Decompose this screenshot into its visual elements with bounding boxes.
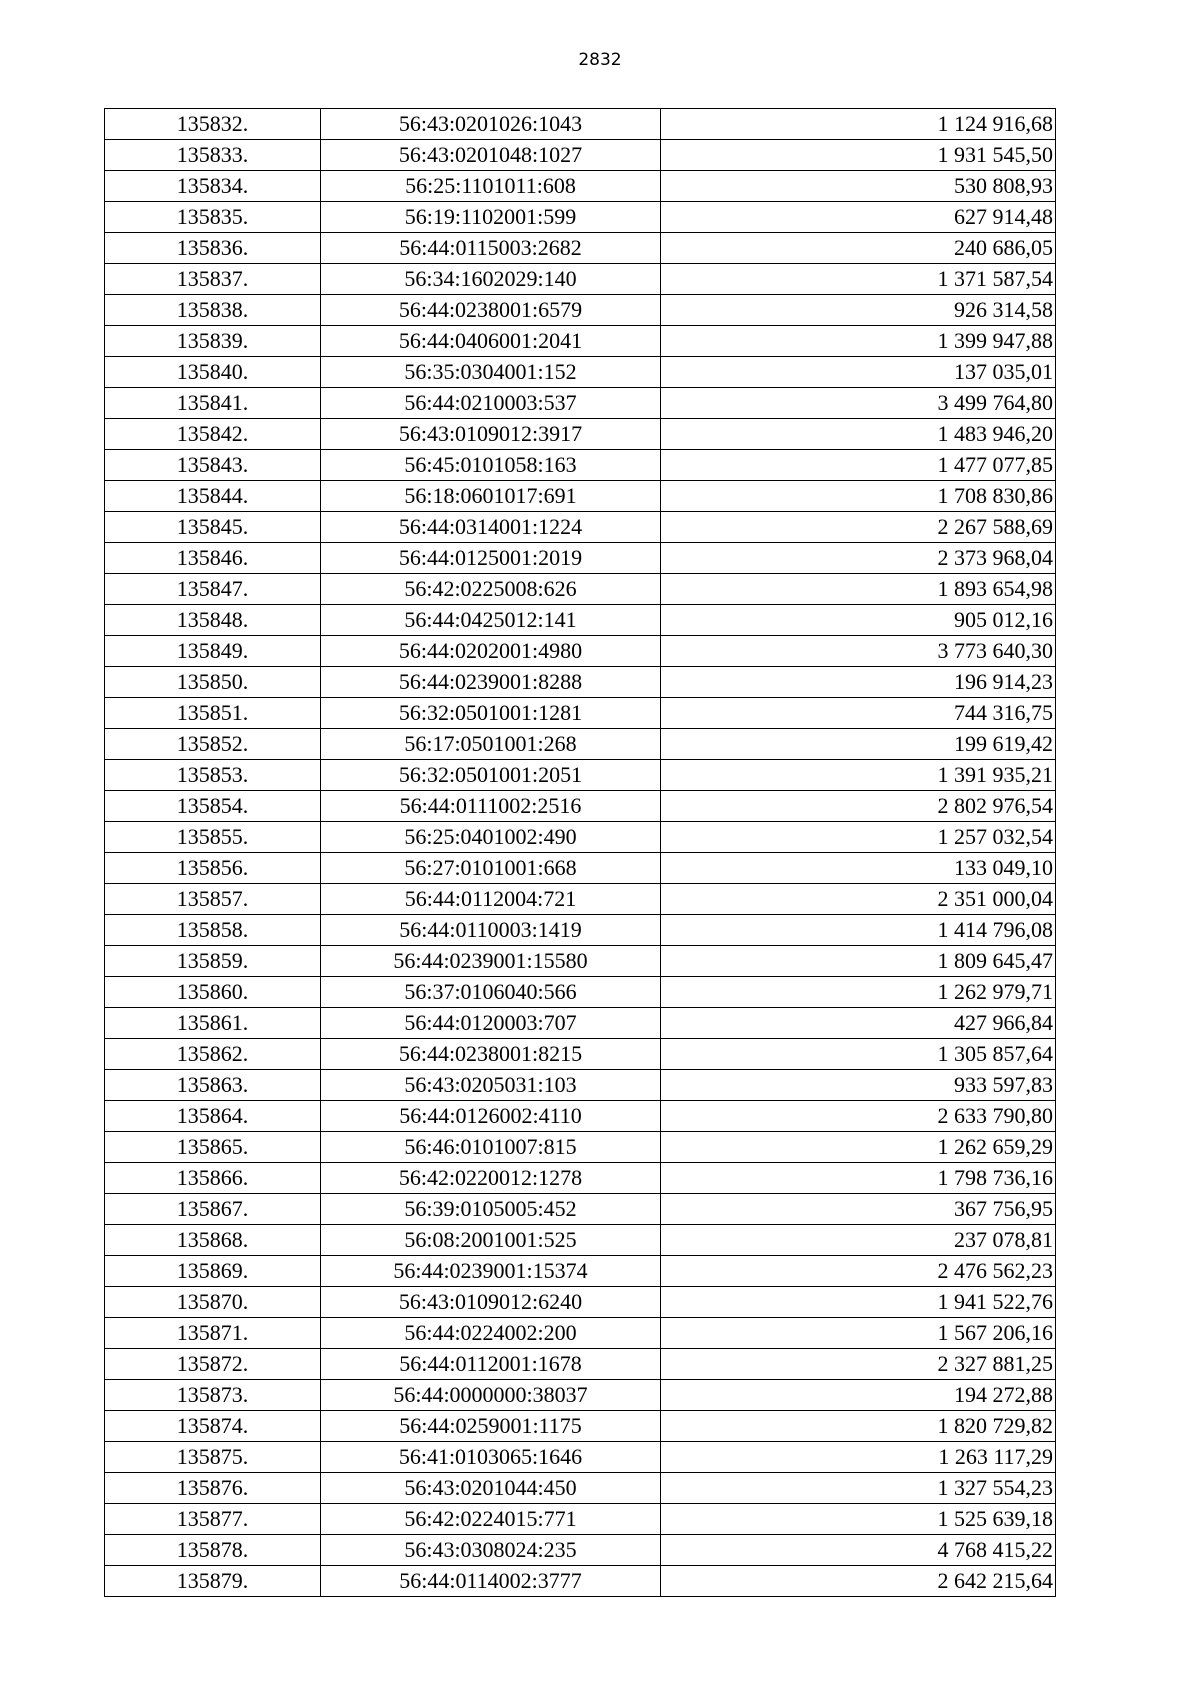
cadastral-number-cell: 56:34:1602029:140 (321, 264, 661, 295)
cadastral-value-cell: 1 414 796,08 (661, 915, 1056, 946)
cadastral-number-cell: 56:44:0425012:141 (321, 605, 661, 636)
row-number-cell: 135868. (105, 1225, 321, 1256)
cadastral-value-cell: 1 477 077,85 (661, 450, 1056, 481)
row-number-cell: 135855. (105, 822, 321, 853)
cadastral-number-cell: 56:44:0239001:15374 (321, 1256, 661, 1287)
cadastral-value-cell: 1 708 830,86 (661, 481, 1056, 512)
cadastral-value-cell: 1 391 935,21 (661, 760, 1056, 791)
cadastral-number-cell: 56:39:0105005:452 (321, 1194, 661, 1225)
cadastral-value-cell: 1 525 639,18 (661, 1504, 1056, 1535)
cadastral-value-cell: 2 476 562,23 (661, 1256, 1056, 1287)
row-number-cell: 135865. (105, 1132, 321, 1163)
cadastral-value-cell: 240 686,05 (661, 233, 1056, 264)
cadastral-number-cell: 56:43:0109012:3917 (321, 419, 661, 450)
table-row (105, 1318, 1056, 1349)
table-row (105, 1070, 1056, 1101)
table-row (105, 450, 1056, 481)
cadastral-number-cell: 56:18:0601017:691 (321, 481, 661, 512)
cadastral-number-cell: 56:44:0115003:2682 (321, 233, 661, 264)
table-row (105, 760, 1056, 791)
table-row (105, 1256, 1056, 1287)
table-row (105, 1163, 1056, 1194)
cadastral-number-cell: 56:44:0406001:2041 (321, 326, 661, 357)
cadastral-number-cell: 56:44:0239001:15580 (321, 946, 661, 977)
cadastral-value-cell: 1 798 736,16 (661, 1163, 1056, 1194)
table-row (105, 481, 1056, 512)
row-number-cell: 135863. (105, 1070, 321, 1101)
table-row (105, 109, 1056, 140)
cadastral-value-cell: 2 327 881,25 (661, 1349, 1056, 1380)
cadastral-number-cell: 56:44:0000000:38037 (321, 1380, 661, 1411)
row-number-cell: 135836. (105, 233, 321, 264)
table-row (105, 1132, 1056, 1163)
cadastral-value-cell: 133 049,10 (661, 853, 1056, 884)
row-number-cell: 135833. (105, 140, 321, 171)
table-row (105, 946, 1056, 977)
cadastral-number-cell: 56:46:0101007:815 (321, 1132, 661, 1163)
row-number-cell: 135847. (105, 574, 321, 605)
table-row (105, 822, 1056, 853)
row-number-cell: 135844. (105, 481, 321, 512)
table-row (105, 729, 1056, 760)
cadastral-number-cell: 56:44:0238001:8215 (321, 1039, 661, 1070)
row-number-cell: 135874. (105, 1411, 321, 1442)
table-row (105, 667, 1056, 698)
cadastral-number-cell: 56:19:1102001:599 (321, 202, 661, 233)
table-row (105, 977, 1056, 1008)
table-row (105, 512, 1056, 543)
row-number-cell: 135879. (105, 1566, 321, 1597)
cadastral-number-cell: 56:43:0201048:1027 (321, 140, 661, 171)
cadastral-number-cell: 56:44:0238001:6579 (321, 295, 661, 326)
table-row (105, 1039, 1056, 1070)
cadastral-value-cell: 1 262 659,29 (661, 1132, 1056, 1163)
table-row (105, 698, 1056, 729)
row-number-cell: 135846. (105, 543, 321, 574)
row-number-cell: 135878. (105, 1535, 321, 1566)
row-number-cell: 135841. (105, 388, 321, 419)
table-row (105, 543, 1056, 574)
cadastral-number-cell: 56:42:0224015:771 (321, 1504, 661, 1535)
cadastral-value-cell: 2 802 976,54 (661, 791, 1056, 822)
table-row (105, 202, 1056, 233)
cadastral-value-cell: 627 914,48 (661, 202, 1056, 233)
cadastral-number-cell: 56:35:0304001:152 (321, 357, 661, 388)
cadastral-value-cell: 199 619,42 (661, 729, 1056, 760)
row-number-cell: 135870. (105, 1287, 321, 1318)
row-number-cell: 135876. (105, 1473, 321, 1504)
cadastral-number-cell: 56:44:0239001:8288 (321, 667, 661, 698)
row-number-cell: 135850. (105, 667, 321, 698)
table-row (105, 264, 1056, 295)
table-row (105, 1349, 1056, 1380)
cadastral-number-cell: 56:44:0210003:537 (321, 388, 661, 419)
row-number-cell: 135861. (105, 1008, 321, 1039)
cadastral-value-cell: 1 262 979,71 (661, 977, 1056, 1008)
cadastral-number-cell: 56:27:0101001:668 (321, 853, 661, 884)
cadastral-number-cell: 56:43:0109012:6240 (321, 1287, 661, 1318)
row-number-cell: 135869. (105, 1256, 321, 1287)
cadastral-number-cell: 56:17:0501001:268 (321, 729, 661, 760)
cadastral-value-cell: 1 263 117,29 (661, 1442, 1056, 1473)
row-number-cell: 135866. (105, 1163, 321, 1194)
row-number-cell: 135853. (105, 760, 321, 791)
row-number-cell: 135843. (105, 450, 321, 481)
cadastral-number-cell: 56:25:0401002:490 (321, 822, 661, 853)
cadastral-number-cell: 56:44:0224002:200 (321, 1318, 661, 1349)
row-number-cell: 135845. (105, 512, 321, 543)
cadastral-value-cell: 530 808,93 (661, 171, 1056, 202)
cadastral-value-cell: 137 035,01 (661, 357, 1056, 388)
row-number-cell: 135842. (105, 419, 321, 450)
cadastral-number-cell: 56:44:0120003:707 (321, 1008, 661, 1039)
table-row (105, 1566, 1056, 1597)
table-row (105, 636, 1056, 667)
table-row (105, 1473, 1056, 1504)
row-number-cell: 135860. (105, 977, 321, 1008)
row-number-cell: 135838. (105, 295, 321, 326)
cadastral-value-cell: 905 012,16 (661, 605, 1056, 636)
cadastral-value-table (104, 108, 1056, 1597)
cadastral-value-cell: 1 809 645,47 (661, 946, 1056, 977)
table-row (105, 1535, 1056, 1566)
cadastral-value-cell: 427 966,84 (661, 1008, 1056, 1039)
cadastral-value-cell: 3 499 764,80 (661, 388, 1056, 419)
row-number-cell: 135854. (105, 791, 321, 822)
cadastral-value-cell: 1 371 587,54 (661, 264, 1056, 295)
cadastral-number-cell: 56:32:0501001:1281 (321, 698, 661, 729)
row-number-cell: 135862. (105, 1039, 321, 1070)
row-number-cell: 135871. (105, 1318, 321, 1349)
cadastral-number-cell: 56:44:0125001:2019 (321, 543, 661, 574)
row-number-cell: 135837. (105, 264, 321, 295)
cadastral-number-cell: 56:37:0106040:566 (321, 977, 661, 1008)
table-row (105, 233, 1056, 264)
cadastral-value-cell: 194 272,88 (661, 1380, 1056, 1411)
table-row (105, 140, 1056, 171)
cadastral-value-cell: 237 078,81 (661, 1225, 1056, 1256)
cadastral-value-cell: 1 257 032,54 (661, 822, 1056, 853)
cadastral-value-cell: 2 633 790,80 (661, 1101, 1056, 1132)
cadastral-value-cell: 926 314,58 (661, 295, 1056, 326)
cadastral-number-cell: 56:44:0112004:721 (321, 884, 661, 915)
cadastral-number-cell: 56:43:0201026:1043 (321, 109, 661, 140)
cadastral-value-cell: 2 373 968,04 (661, 543, 1056, 574)
cadastral-value-cell: 1 941 522,76 (661, 1287, 1056, 1318)
table-row (105, 1008, 1056, 1039)
cadastral-value-cell: 933 597,83 (661, 1070, 1056, 1101)
cadastral-value-cell: 2 267 588,69 (661, 512, 1056, 543)
cadastral-value-cell: 744 316,75 (661, 698, 1056, 729)
cadastral-number-cell: 56:43:0308024:235 (321, 1535, 661, 1566)
row-number-cell: 135848. (105, 605, 321, 636)
row-number-cell: 135852. (105, 729, 321, 760)
cadastral-value-cell: 196 914,23 (661, 667, 1056, 698)
page-number: 2832 (578, 50, 622, 70)
row-number-cell: 135873. (105, 1380, 321, 1411)
cadastral-number-cell: 56:44:0314001:1224 (321, 512, 661, 543)
cadastral-number-cell: 56:43:0205031:103 (321, 1070, 661, 1101)
cadastral-value-cell: 1 124 916,68 (661, 109, 1056, 140)
row-number-cell: 135859. (105, 946, 321, 977)
table-row (105, 388, 1056, 419)
table-row (105, 791, 1056, 822)
table-row (105, 884, 1056, 915)
table-row (105, 419, 1056, 450)
cadastral-number-cell: 56:25:1101011:608 (321, 171, 661, 202)
row-number-cell: 135875. (105, 1442, 321, 1473)
cadastral-value-cell: 1 567 206,16 (661, 1318, 1056, 1349)
row-number-cell: 135840. (105, 357, 321, 388)
cadastral-value-cell: 1 327 554,23 (661, 1473, 1056, 1504)
table-row (105, 1411, 1056, 1442)
table-row (105, 1194, 1056, 1225)
row-number-cell: 135849. (105, 636, 321, 667)
table-row (105, 574, 1056, 605)
cadastral-value-cell: 2 642 215,64 (661, 1566, 1056, 1597)
table-row (105, 1287, 1056, 1318)
cadastral-value-cell: 1 893 654,98 (661, 574, 1056, 605)
table-row (105, 1380, 1056, 1411)
cadastral-number-cell: 56:43:0201044:450 (321, 1473, 661, 1504)
row-number-cell: 135835. (105, 202, 321, 233)
cadastral-value-cell: 367 756,95 (661, 1194, 1056, 1225)
cadastral-value-cell: 1 820 729,82 (661, 1411, 1056, 1442)
table-row (105, 171, 1056, 202)
row-number-cell: 135851. (105, 698, 321, 729)
cadastral-value-cell: 1 399 947,88 (661, 326, 1056, 357)
cadastral-number-cell: 56:44:0202001:4980 (321, 636, 661, 667)
table-row (105, 1101, 1056, 1132)
row-number-cell: 135872. (105, 1349, 321, 1380)
row-number-cell: 135864. (105, 1101, 321, 1132)
row-number-cell: 135834. (105, 171, 321, 202)
cadastral-number-cell: 56:08:2001001:525 (321, 1225, 661, 1256)
row-number-cell: 135832. (105, 109, 321, 140)
row-number-cell: 135857. (105, 884, 321, 915)
cadastral-number-cell: 56:32:0501001:2051 (321, 760, 661, 791)
table-row (105, 1442, 1056, 1473)
cadastral-value-cell: 3 773 640,30 (661, 636, 1056, 667)
cadastral-value-cell: 2 351 000,04 (661, 884, 1056, 915)
cadastral-value-cell: 1 483 946,20 (661, 419, 1056, 450)
cadastral-value-cell: 1 305 857,64 (661, 1039, 1056, 1070)
table-row (105, 853, 1056, 884)
cadastral-number-cell: 56:44:0112001:1678 (321, 1349, 661, 1380)
cadastral-number-cell: 56:42:0220012:1278 (321, 1163, 661, 1194)
row-number-cell: 135856. (105, 853, 321, 884)
row-number-cell: 135839. (105, 326, 321, 357)
cadastral-number-cell: 56:44:0114002:3777 (321, 1566, 661, 1597)
table-row (105, 326, 1056, 357)
cadastral-number-cell: 56:44:0126002:4110 (321, 1101, 661, 1132)
table-row (105, 915, 1056, 946)
cadastral-number-cell: 56:42:0225008:626 (321, 574, 661, 605)
table-body (105, 109, 1056, 1597)
cadastral-number-cell: 56:44:0110003:1419 (321, 915, 661, 946)
cadastral-value-cell: 4 768 415,22 (661, 1535, 1056, 1566)
table-row (105, 295, 1056, 326)
table-row (105, 1504, 1056, 1535)
cadastral-value-cell: 1 931 545,50 (661, 140, 1056, 171)
cadastral-number-cell: 56:45:0101058:163 (321, 450, 661, 481)
row-number-cell: 135877. (105, 1504, 321, 1535)
row-number-cell: 135858. (105, 915, 321, 946)
table-row (105, 1225, 1056, 1256)
row-number-cell: 135867. (105, 1194, 321, 1225)
cadastral-number-cell: 56:41:0103065:1646 (321, 1442, 661, 1473)
table-row (105, 357, 1056, 388)
table-row (105, 605, 1056, 636)
cadastral-number-cell: 56:44:0111002:2516 (321, 791, 661, 822)
cadastral-number-cell: 56:44:0259001:1175 (321, 1411, 661, 1442)
